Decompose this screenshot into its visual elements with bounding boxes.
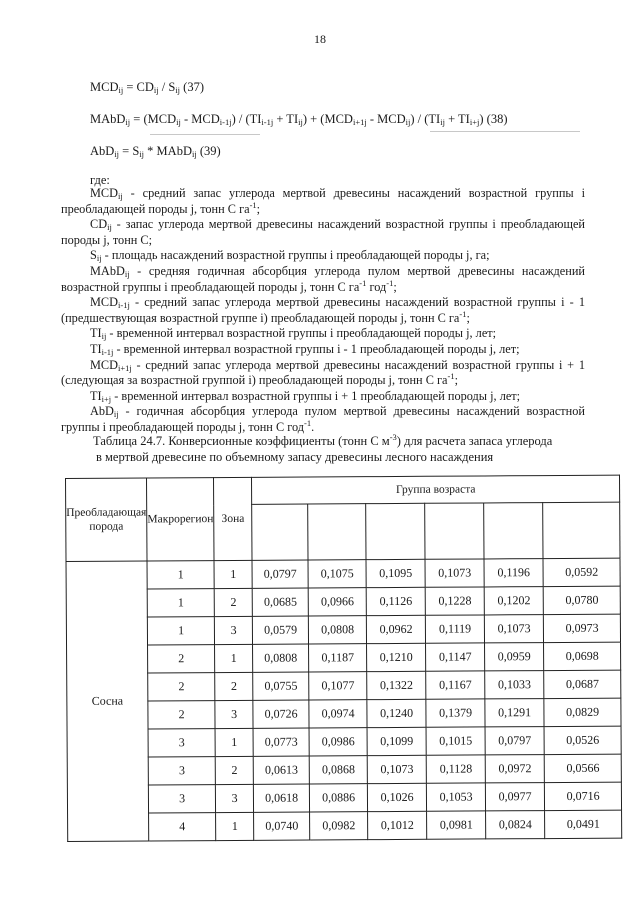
- coefficient-cell: 0,1128: [426, 755, 485, 783]
- coefficient-cell: 0,0868: [309, 756, 367, 784]
- coefficient-cell: 0,0886: [310, 784, 368, 812]
- coefficient-cell: 0,1119: [426, 615, 485, 643]
- coefficient-cell: 0,0824: [486, 811, 545, 839]
- coefficient-cell: 0,0740: [254, 812, 310, 840]
- coefficient-cell: 0,1202: [484, 587, 543, 615]
- zone-cell: 1: [215, 728, 253, 756]
- coefficient-cell: 0,0773: [253, 728, 309, 756]
- coefficient-cell: 0,0716: [545, 782, 622, 810]
- coefficient-cell: 0,0698: [544, 642, 621, 670]
- coefficient-cell: 0,0962: [367, 615, 426, 643]
- zone-cell: 1: [216, 812, 254, 840]
- age-group-col: [543, 502, 620, 558]
- formula-39: $AbD_{ij} = S_{ij}$ * MAbD$_{ij}$ (39): [90, 144, 221, 159]
- species-cell: Сосна: [66, 561, 149, 841]
- coefficient-cell: 0,1228: [425, 587, 484, 615]
- macroregion-cell: 2: [148, 645, 215, 673]
- definition-item: $MCD_{i+1j}$ - средний запас углерода мертвой древесины насаждений возрастной группы i + 1 (следующая за возрастной группой i) преобладающей породы j, тонн С $га^{-1}$;: [61, 357, 585, 388]
- coefficient-cell: 0,1322: [367, 671, 426, 699]
- coefficient-cell: 0,0755: [253, 672, 309, 700]
- where-label: где:: [90, 173, 110, 187]
- coefficient-cell: 0,1053: [427, 783, 486, 811]
- coefficient-cell: 0,1126: [366, 587, 425, 615]
- coefficient-cell: 0,0974: [309, 700, 367, 728]
- age-group-col: [366, 503, 425, 559]
- coefficient-cell: 0,0797: [252, 560, 308, 588]
- coefficient-cell: 0,1196: [484, 559, 543, 587]
- coefficient-cell: 0,1167: [426, 671, 485, 699]
- table-row: [66, 586, 620, 617]
- coefficient-cell: 0,0566: [544, 754, 621, 782]
- coefficient-cell: 0,0808: [309, 616, 367, 644]
- coefficient-cell: 0,0592: [543, 558, 620, 586]
- definition-item: MAbD$_{ij}$ - средняя годичная абсорбция углерода пулом мертвой древесины насаждений возрастной группы i преобладающей породы j, тонн С $га^{-1}$ год$^{-1}$;: [61, 263, 585, 294]
- age-group-col: [425, 503, 484, 559]
- coefficient-cell: 0,0986: [309, 728, 367, 756]
- header-species: Преобладающая порода: [66, 478, 148, 561]
- macroregion-cell: 3: [148, 757, 215, 785]
- coefficient-cell: 0,1073: [425, 559, 484, 587]
- zone-cell: 3: [215, 700, 253, 728]
- coefficient-cell: 0,1210: [367, 643, 426, 671]
- coefficient-cell: 0,1073: [485, 615, 544, 643]
- coefficient-cell: 0,0973: [544, 614, 621, 642]
- macroregion-cell: 2: [148, 673, 215, 701]
- definition-item: AbD$_{ij}$ - годичная абсорбция углерода пулом мертвой древесины насаждений возрастной группы i преобладающей породы j, тонн С год$^{-1}$.: [61, 404, 585, 434]
- zone-cell: 1: [214, 560, 252, 588]
- coefficient-cell: 0,0613: [253, 756, 309, 784]
- table-row: [66, 558, 620, 589]
- coefficient-cell: 0,1026: [368, 783, 427, 811]
- coefficient-cell: 0,1291: [485, 699, 544, 727]
- table-row: [67, 670, 621, 701]
- zone-cell: 3: [216, 784, 254, 812]
- macroregion-cell: 4: [149, 813, 216, 841]
- zone-cell: 2: [214, 588, 252, 616]
- coefficient-cell: 0,0982: [310, 812, 368, 840]
- table-row: [66, 614, 620, 645]
- coefficient-cell: 0,1379: [426, 699, 485, 727]
- coefficient-cell: 0,1095: [366, 559, 425, 587]
- formula-37: $MCD_{ij} = CD_{ij} / S_{ij}$ (37): [90, 80, 204, 95]
- definition-item: $S_{ij}$ - площадь насаждений возрастной группы i преобладающей породы j, га;: [90, 248, 490, 264]
- coefficient-cell: 0,0808: [253, 644, 309, 672]
- definitions-list: [61, 186, 585, 436]
- coefficient-cell: 0,1077: [309, 672, 367, 700]
- header-zone: Зона: [214, 477, 253, 560]
- macroregion-cell: 3: [149, 785, 216, 813]
- coefficient-cell: 0,0959: [485, 643, 544, 671]
- table-caption: Таблица 24.7. Конверсионные коэффициенты (тонн С $м^{-3}$) для расчета запаса углерода в мертвой древесине по объемному запасу древесины лесного насаждения: [93, 432, 553, 464]
- macroregion-cell: 2: [148, 701, 215, 729]
- coefficient-cell: 0,0966: [308, 588, 366, 616]
- macroregion-cell: 1: [147, 617, 214, 645]
- coefficient-cell: 0,0526: [544, 726, 621, 754]
- macroregion-cell: 1: [147, 589, 214, 617]
- macroregion-cell: 1: [147, 561, 214, 589]
- table-row: [67, 642, 621, 673]
- coefficient-cell: 0,0491: [545, 810, 622, 838]
- definition-item: $MCD_{ij}$ - средний запас углерода мертвой древесины насаждений возрастной группы i преобладающей породы j, тонн С $га^{-1}$;: [61, 186, 585, 216]
- definition-item: $TI_{ij}$ - временной интервал возрастной группы i преобладающей породы j, лет;: [90, 326, 497, 342]
- coefficient-cell: 0,1033: [485, 671, 544, 699]
- age-group-col: [308, 504, 366, 560]
- definition-item: $TI_{i+j}$ - временной интервал возрастной группы i + 1 преобладающей породы j, лет;: [90, 388, 521, 404]
- coefficient-cell: 0,0829: [544, 698, 621, 726]
- coefficient-cell: 0,1099: [367, 727, 426, 755]
- definition-item: $CD_{ij}$ - запас углерода мертвой древесины насаждений возрастной группы i преобладающей породы j, тонн С;: [61, 217, 585, 247]
- coefficient-cell: 0,1075: [308, 560, 366, 588]
- scan-artifact-line: [430, 131, 580, 132]
- zone-cell: 2: [215, 672, 253, 700]
- definition-item: $TI_{i-1j}$ - временной интервал возрастной группы i - 1 преобладающей породы j, лет;: [90, 341, 520, 357]
- coefficient-cell: 0,0618: [254, 784, 310, 812]
- macroregion-cell: 3: [148, 729, 215, 757]
- zone-cell: 2: [215, 756, 253, 784]
- coefficient-cell: 0,0726: [253, 700, 309, 728]
- table-row: [67, 754, 621, 785]
- coefficient-cell: 0,1012: [368, 811, 427, 839]
- conversion-table: [65, 475, 622, 842]
- table-row: [67, 782, 621, 813]
- coefficient-cell: 0,1147: [426, 643, 485, 671]
- table-row: [68, 810, 622, 841]
- coefficient-cell: 0,0579: [253, 616, 309, 644]
- table-row: [67, 726, 621, 757]
- definition-item: $MCD_{i-1j}$ - средний запас углерода мертвой древесины насаждений возрастной группы i - 1 (предшествующая возрастной группе i) преобладающей породы j, тонн С $га^{-1}$;: [61, 295, 585, 325]
- header-age-group: Группа возраста: [252, 475, 620, 504]
- coefficient-cell: 0,0981: [427, 811, 486, 839]
- coefficient-cell: 0,0685: [252, 588, 308, 616]
- coefficient-cell: 0,0687: [544, 670, 621, 698]
- zone-cell: 1: [215, 644, 253, 672]
- table-row: [67, 698, 621, 729]
- coefficient-cell: 0,1015: [426, 727, 485, 755]
- zone-cell: 3: [215, 616, 253, 644]
- coefficient-cell: 0,1073: [367, 755, 426, 783]
- coefficient-cell: 0,0797: [485, 727, 544, 755]
- coefficient-cell: 0,0977: [486, 783, 545, 811]
- age-group-col: [484, 503, 543, 559]
- page-number: 18: [314, 32, 326, 46]
- header-macroregion: Макрорегион: [147, 478, 215, 561]
- scan-artifact-line: [150, 134, 260, 135]
- coefficient-cell: 0,1240: [367, 699, 426, 727]
- formula-38: MAbD$_{ij}$ = $(MCD_{ij} - MCD_{i-1j}) / (TI_{i-1j} + TI_{ij}) + (MCD_{i+1j} - MCD_{ij}) / (TI_{ij} + TI_{i+j})$ (38): [90, 112, 508, 127]
- coefficient-cell: 0,0972: [485, 755, 544, 783]
- age-group-col: [252, 504, 308, 560]
- coefficient-cell: 0,0780: [543, 586, 620, 614]
- coefficient-cell: 0,1187: [309, 644, 367, 672]
